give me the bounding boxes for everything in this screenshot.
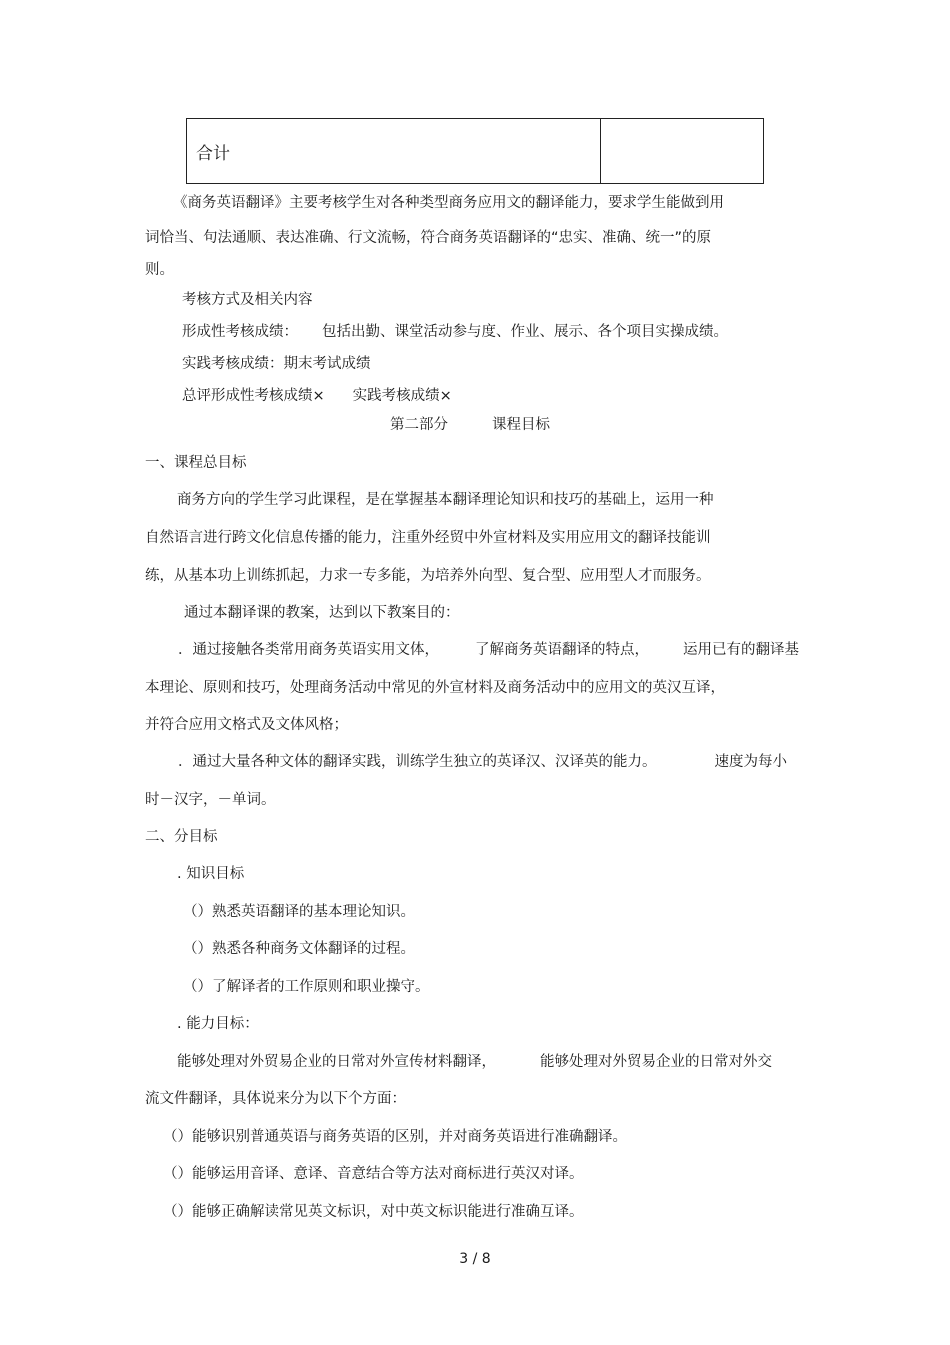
formative-assessment [182,322,728,342]
aim-item-1-part-b: 了解商务英语翻译的特点， [475,642,649,658]
aim-item-1-line-1 [178,640,799,660]
section-1-heading: 一、课程总目标 [145,455,247,471]
overall-assessment [182,386,452,406]
aim-item-1-line-2: 本理论、原则和技巧，处理商务活动中常见的外宣材料及商务活动中的应用文的英汉互译， [145,680,725,696]
aim-item-1-part-a: ．通过接触各类常用商务英语实用文体， [178,642,439,658]
aim-item-1-line-3: 并符合应用文格式及文体风格； [145,717,348,733]
aim-item-2-line-2: 时－汉字，－单词。 [145,792,276,808]
goal-paragraph-line-2: 自然语言进行跨文化信息传播的能力，注重外经贸中外宣材料及实用应用文的翻译技能训 [145,530,711,546]
ability-goal-2: （）能够运用音译、意译、音意结合等方法对商标进行英汉对译。 [163,1166,584,1182]
knowledge-goal-2: （）熟悉各种商务文体翻译的过程。 [183,941,415,957]
intro-line-2: 词恰当、句法通顺、表达准确、行文流畅，符合商务英语翻译的“忠实、准确、统一”的原 [145,230,712,246]
formative-label: 形成性考核成绩： [182,324,298,340]
assessment-heading: 考核方式及相关内容 [182,292,313,308]
page-number: 3 / 8 [459,1251,491,1267]
knowledge-goal-1: （）熟悉英语翻译的基本理论知识。 [183,904,415,920]
ability-intro-line-1 [177,1052,772,1072]
aim-item-1-part-c: 运用已有的翻译基 [683,642,799,658]
goal-paragraph-line-1: 商务方向的学生学习此课程，是在掌握基本翻译理论知识和技巧的基础上，运用一种 [177,492,714,508]
total-label-cell: 合计 [187,119,601,184]
part-number: 第二部分 [390,417,448,433]
part-name: 课程目标 [492,417,550,433]
intro-line-1: 《商务英语翻译》主要考核学生对各种类型商务应用文的翻译能力，要求学生能做到用 [173,195,724,211]
ability-goal-3: （）能够正确解读常见英文标识，对中英文标识能进行准确互译。 [163,1204,584,1220]
formative-text: 包括出勤、课堂活动参与度、作业、展示、各个项目实操成绩。 [322,324,728,340]
knowledge-goals-heading: . 知识目标 [177,866,245,882]
section-2-heading: 二、分目标 [145,829,218,845]
teaching-aim-intro: 通过本翻译课的教案，达到以下教案目的： [184,605,460,621]
overall-part-2: 实践考核成绩× [352,388,452,404]
score-table [186,118,764,184]
goal-paragraph-line-3: 练，从基本功上训练抓起，力求一专多能，为培养外向型、复合型、应用型人才而服务。 [145,568,711,584]
part-title [390,415,550,435]
aim-item-2-part-a: ．通过大量各种文体的翻译实践，训练学生独立的英译汉、汉译英的能力。 [178,754,657,770]
table-row [187,119,764,184]
total-value-cell [601,119,764,184]
ability-intro-part-a: 能够处理对外贸易企业的日常对外宣传材料翻译， [177,1054,496,1070]
ability-intro-part-b: 能够处理对外贸易企业的日常对外交 [540,1054,772,1070]
ability-intro-line-2: 流文件翻译，具体说来分为以下个方面： [145,1091,406,1107]
ability-goals-heading: . 能力目标： [177,1016,259,1032]
aim-item-2-part-b: 速度为每小 [714,754,787,770]
ability-goal-1: （）能够识别普通英语与商务英语的区别，并对商务英语进行准确翻译。 [163,1129,627,1145]
practice-assessment: 实践考核成绩：期末考试成绩 [182,356,371,372]
intro-line-3: 则。 [145,262,174,278]
aim-item-2-line-1 [178,752,787,772]
overall-part-1: 总评形成性考核成绩× [182,388,325,404]
knowledge-goal-3: （）了解译者的工作原则和职业操守。 [183,979,430,995]
